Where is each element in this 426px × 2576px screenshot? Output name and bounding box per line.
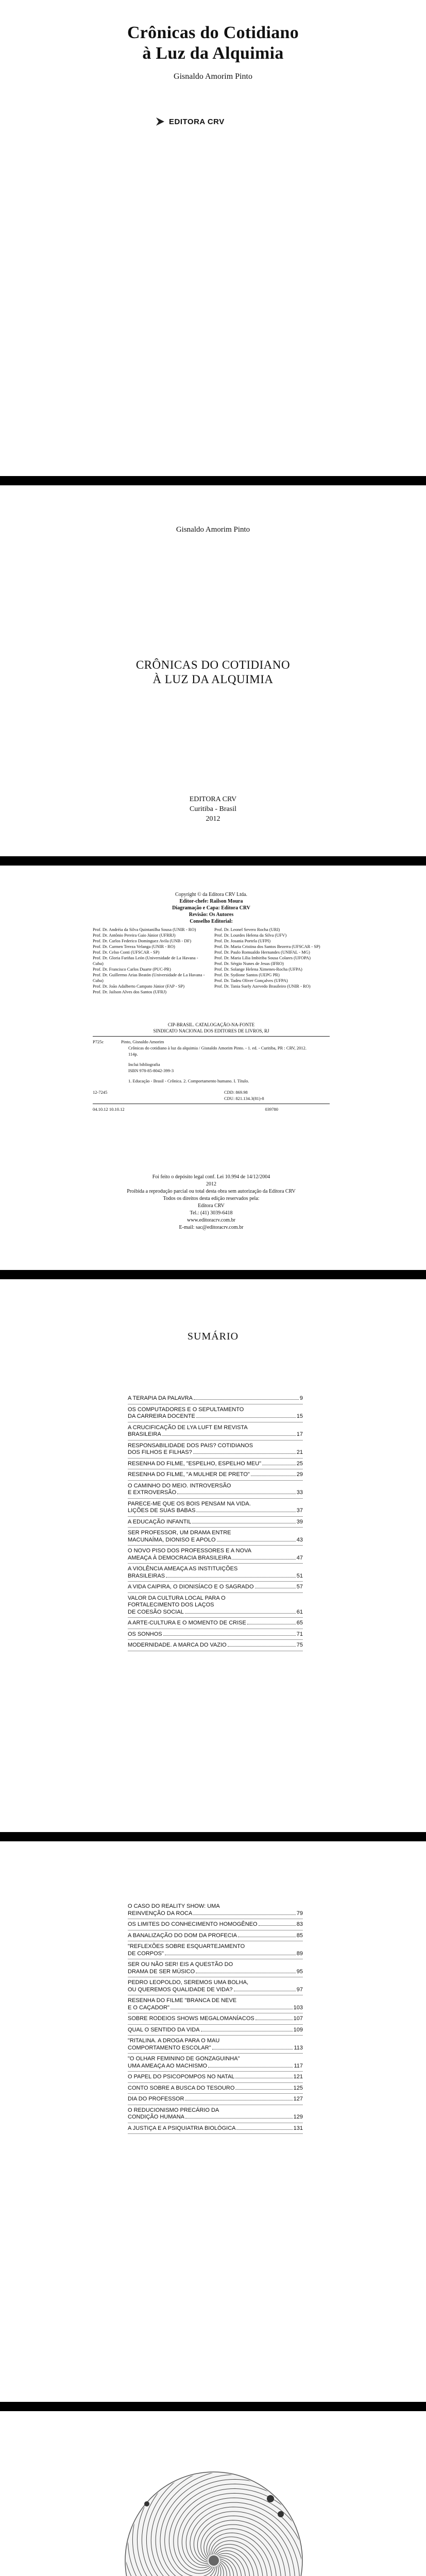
title-page-title-line2: À LUZ DA ALQUIMIA	[152, 673, 274, 686]
toc-entry[interactable]	[128, 1903, 303, 1919]
toc-entry[interactable]	[128, 1921, 303, 1930]
cip-author: Pinto, Gisnaldo Amorim	[121, 1039, 164, 1044]
cip-bibliography: Inclui bibliografia	[128, 1062, 160, 1067]
toc-page-number: 121	[293, 2074, 303, 2080]
toc-entry-line	[128, 1537, 303, 1544]
legal-notice	[93, 1174, 330, 1231]
toc-entry-title-line: OU QUEREMOS QUALIDADE DE VIDA?	[128, 1986, 233, 1993]
toc-entry-title-line: DOS FILHOS E FILHAS?	[128, 1449, 192, 1455]
toc-entry[interactable]	[128, 1548, 303, 1564]
cover-publisher	[155, 116, 225, 127]
toc-leader-dots	[193, 1914, 295, 1915]
toc-page-2	[0, 1841, 426, 2402]
toc-entry-title-line: A JUSTIÇA E A PSIQUIATRIA BIOLÓGICA	[128, 2125, 236, 2131]
toc-page-number: 95	[296, 1968, 303, 1975]
toc-page-number: 29	[296, 1471, 303, 1478]
toc-leader-dots	[193, 1453, 296, 1454]
page-separator	[0, 2402, 426, 2411]
cip-code: P725c	[93, 1039, 104, 1044]
toc-divider	[128, 1458, 303, 1459]
editor-line: Editor-chefe: Railson Moura	[179, 899, 243, 904]
toc-entry-title-line: DE COESÃO SOCIAL	[128, 1608, 184, 1615]
toc-list	[128, 1903, 303, 2136]
board-member: Prof. Dr. Francisco Carlos Duarte (PUC-PR)	[93, 967, 171, 972]
toc-entry-title-line: OS LIMITES DO CONHECIMENTO HOMOGÊNEO	[128, 1921, 258, 1927]
toc-entry-title-line: OS SONHOS	[128, 1631, 162, 1637]
toc-entry[interactable]	[128, 1406, 303, 1422]
toc-entry[interactable]	[128, 1501, 303, 1517]
toc-page-number: 71	[296, 1631, 303, 1637]
toc-entry-line	[128, 1471, 303, 1479]
toc-divider	[128, 1516, 303, 1517]
toc-page-number: 97	[296, 1986, 303, 1993]
toc-entry-title-line: CONDIÇÃO HUMANA	[128, 2114, 185, 2120]
toc-divider	[128, 1563, 303, 1564]
cip-header-line1: CIP-BRASIL. CATALOGAÇÃO-NA-FONTE	[167, 1022, 255, 1027]
toc-entry-line	[128, 1555, 303, 1562]
toc-entry-title-line: RESPONSABILIDADE DOS PAIS? COTIDIANOS	[128, 1442, 253, 1449]
toc-entry[interactable]	[128, 1943, 303, 1959]
toc-entry-line	[128, 1413, 303, 1420]
toc-entry-title-line: "REFLEXÕES SOBRE ESQUARTEJAMENTO	[128, 1943, 245, 1950]
board-title: Conselho Editorial:	[190, 919, 233, 924]
toc-leader-dots	[194, 1399, 299, 1400]
board-member: Prof. Dr. Maria Cristina dos Santos Bezerra (UFSCAR - SP)	[214, 944, 320, 949]
toc-page-number: 89	[296, 1950, 303, 1957]
page-separator	[0, 476, 426, 485]
toc-page-number: 117	[294, 2062, 303, 2069]
toc-entry[interactable]	[128, 1620, 303, 1629]
toc-entry-line	[128, 1461, 303, 1468]
toc-entry-line	[128, 1969, 303, 1976]
toc-entry-title-line: FORTALECIMENTO DOS LAÇOS	[128, 1602, 214, 1608]
toc-page-number: 47	[296, 1554, 303, 1561]
toc-page-number: 61	[296, 1608, 303, 1615]
board-member: Prof. Dr. Gloria Fariñas León (Universidade de La Havana - Cuba)	[93, 955, 198, 966]
publisher-name: EDITORA CRV	[169, 117, 225, 126]
toc-entry-title-line: OS COMPUTADORES E O SEPULTAMENTO	[128, 1406, 244, 1413]
board-member: Prof. Dr. Tania Suely Azevedo Brasileiro (UNIR - RO)	[214, 984, 311, 989]
cover-page	[0, 0, 426, 476]
toc-entry[interactable]	[128, 1997, 303, 2013]
board-member: Prof. Dr. João Adalberto Campato Júnior (FAP - SP)	[93, 984, 185, 989]
toc-entry-title-line: BRASILEIRA	[128, 1431, 161, 1437]
toc-entry[interactable]	[128, 2107, 303, 2123]
cip-classification	[93, 1089, 330, 1101]
toc-entry[interactable]	[128, 2085, 303, 2094]
toc-divider	[128, 2053, 303, 2054]
imprint-year: 2012	[206, 815, 220, 823]
board-member: Prof. Dr. Lourdes Helena da Silva (UFV)	[214, 933, 287, 938]
toc-entry-title-line: O NOVO PISO DOS PROFESSORES E A NOVA	[128, 1548, 252, 1554]
toc-entry[interactable]	[128, 1519, 303, 1528]
toc-entry-title-line: COMPORTAMENTO ESCOLAR"	[128, 2044, 211, 2051]
toc-entry-line	[128, 2114, 303, 2121]
toc-entry-line	[128, 1489, 303, 1497]
toc-entry[interactable]	[128, 1979, 303, 1995]
board-column-left	[93, 927, 208, 995]
toc-entry-line	[128, 2085, 303, 2092]
copyright-credits	[93, 891, 330, 995]
toc-entry-title-line: A ARTE-CULTURA E O MOMENTO DE CRISE	[128, 1620, 246, 1626]
toc-page-number: 127	[293, 2096, 303, 2102]
toc-entry-title-line: "O OLHAR FEMININO DE GONZAGUINHA"	[128, 2056, 240, 2062]
toc-entry-title-line: DA CARREIRA DOCENTE	[128, 1413, 195, 1419]
board-member: Prof. Dr. Leonel Severo Rocha (URI)	[214, 927, 280, 932]
legal-rights: Todos os direitos desta edição reservados pela:	[163, 1196, 260, 1201]
toc-entry-title-line: AMEAÇA À DEMOCRACIA BRASILEIRA	[128, 1554, 232, 1561]
toc-entry-title-line: PEDRO LEOPOLDO, SEREMOS UMA BOLHA,	[128, 1979, 249, 1986]
title-page	[0, 485, 426, 856]
editorial-board	[93, 927, 330, 995]
page-separator	[0, 1270, 426, 1279]
toc-page-number: 83	[296, 1921, 303, 1927]
toc-entry[interactable]	[128, 1961, 303, 1977]
title-page-title	[0, 658, 426, 687]
toc-entry-title-line: A CRUCIFICAÇÃO DE LYA LUFT EM REVISTA	[128, 1424, 248, 1431]
toc-entry-line	[128, 1584, 303, 1591]
toc-entry-line	[128, 2096, 303, 2103]
toc-page-number: 39	[296, 1518, 303, 1525]
toc-entry-line	[128, 1933, 303, 1940]
cover-title	[0, 23, 426, 64]
cip-body	[93, 1039, 330, 1084]
toc-leader-dots	[163, 1635, 296, 1636]
toc-entry[interactable]	[128, 2056, 303, 2072]
cip-cdu: CDU: 821.134.3(81)-8	[224, 1096, 264, 1101]
toc-page-number: 57	[296, 1584, 303, 1590]
legal-website: www.editoracrv.com.br	[187, 1217, 235, 1223]
cover-author: Gisnaldo Amorim Pinto	[174, 72, 252, 81]
toc-entry-title-line: SOBRE RODEIOS SHOWS MEGALOMANÍACOS	[128, 2015, 254, 2022]
toc-entry-line	[128, 1951, 303, 1958]
toc-entry[interactable]	[128, 1642, 303, 1651]
toc-page-number: 21	[296, 1449, 303, 1455]
toc-entry[interactable]	[128, 1471, 303, 1481]
toc-entry-title-line: BRASILEIRAS	[128, 1572, 165, 1579]
imprint-city: Curitiba - Brasil	[190, 805, 236, 813]
toc-entry-line	[128, 1921, 303, 1928]
toc-heading: SUMÁRIO	[187, 1331, 239, 1342]
toc-entry[interactable]	[128, 1483, 303, 1499]
toc-leader-dots	[259, 1925, 296, 1926]
toc-entry-line	[128, 1609, 303, 1616]
toc-page-number: 125	[293, 2084, 303, 2091]
toc-entry-line	[128, 1631, 303, 1638]
toc-entry-title-line: DE CORPOS"	[128, 1950, 164, 1957]
cip-codes	[93, 1039, 121, 1084]
toc-list	[128, 1395, 303, 1653]
board-member: Prof. Dr. Antônio Pereira Gaio Júnior (UFRRJ)	[93, 933, 176, 938]
toc-entry-line	[128, 1620, 303, 1627]
toc-divider	[128, 2082, 303, 2083]
toc-entry[interactable]	[128, 2096, 303, 2105]
board-member: Prof. Dr. Maria Lília Imbiriba Sousa Colares (UFOPA)	[214, 955, 311, 960]
toc-entry-line	[128, 1507, 303, 1515]
toc-entry-title-line: RESENHA DO FILME "BRANCA DE NEVE	[128, 1997, 237, 2004]
text-page	[0, 2411, 426, 2576]
toc-entry-line	[128, 1642, 303, 1649]
toc-entry-title-line: DRAMA DE SER MÚSICO	[128, 1968, 195, 1975]
toc-entry-title-line: LIÇÕES DE SUAS BABAS	[128, 1507, 196, 1514]
cip-catalog-block	[93, 1022, 330, 1112]
toc-entry[interactable]	[128, 1631, 303, 1640]
toc-page-number: 17	[296, 1431, 303, 1437]
cover-title-line1: Crônicas do Cotidiano	[127, 23, 299, 42]
toc-page-number: 79	[296, 1910, 303, 1917]
cip-header-line2: SINDICATO NACIONAL DOS EDITORES DE LIVROS, RJ	[153, 1028, 269, 1033]
toc-leader-dots	[166, 1577, 296, 1578]
toc-entry-line	[128, 1519, 303, 1526]
toc-entry[interactable]	[128, 2027, 303, 2036]
toc-entry-title-line: REINVENÇÃO DA ROCA	[128, 1910, 193, 1917]
toc-page-number: 9	[299, 1395, 303, 1401]
toc-page-number: 43	[296, 1536, 303, 1543]
legal-phone: Tel.: (41) 3039-6418	[190, 1210, 233, 1216]
toc-entry-title-line: A TERAPIA DA PALAVRA	[128, 1395, 193, 1401]
toc-entry-title-line: O CAMINHO DO MEIO. INTROVERSÃO	[128, 1482, 231, 1489]
toc-page-number: 107	[293, 2015, 303, 2022]
toc-divider	[128, 2035, 303, 2036]
cip-header	[93, 1022, 330, 1034]
cip-isbn: ISBN 978-85-8042-399-3	[128, 1068, 174, 1073]
toc-leader-dots	[185, 2118, 293, 2119]
copyright-line: Copyright © da Editora CRV Ltda.	[175, 892, 247, 897]
toc-entry-line	[128, 2063, 303, 2070]
cip-subjects: 1. Educação - Brasil - Crônica. 2. Comportamento humano. I. Título.	[128, 1078, 249, 1083]
toc-leader-dots	[162, 1435, 296, 1436]
toc-entry-title-line: E EXTROVERSÃO	[128, 1489, 177, 1496]
toc-entry-title-line: PARECE-ME QUE OS BOIS PENSAM NA VIDA.	[128, 1500, 251, 1507]
toc-leader-dots	[232, 1559, 296, 1560]
toc-entry-title-line: RESENHA DO FILME, "A MULHER DE PRETO"	[128, 1471, 250, 1478]
toc-entry[interactable]	[128, 1461, 303, 1470]
toc-divider	[128, 2071, 303, 2072]
toc-page-number: 65	[296, 1620, 303, 1626]
cip-footer	[93, 1106, 330, 1112]
page-separator	[0, 856, 426, 866]
toc-entry-title-line: DIA DO PROFESSOR	[128, 2096, 184, 2102]
cip-description: Crônicas do cotidiano à luz da alquimia / Gisnaldo Amorim Pinto. - 1. ed. - Curitiba, PR : CRV, 2012.	[128, 1045, 306, 1050]
cip-cdd: CDD: 869.98	[224, 1090, 248, 1095]
toc-entry[interactable]	[128, 1443, 303, 1459]
board-member: Prof. Dr. Tadeu Oliver Gonçalves (UFPA)	[214, 978, 288, 983]
toc-entry[interactable]	[128, 1395, 303, 1404]
toc-entry-line	[128, 2125, 303, 2132]
board-member: Prof. Dr. Solange Helena Ximenes-Rocha (UFPA)	[214, 967, 302, 972]
toc-divider	[128, 1545, 303, 1546]
toc-leader-dots	[228, 1646, 296, 1647]
toc-entry-title-line: "RITALINA. A DROGA PARA O MAU	[128, 2038, 220, 2044]
toc-entry-title-line: RESENHA DO FILME, "ESPELHO, ESPELHO MEU"	[128, 1460, 262, 1467]
toc-entry-title-line: O CASO DO REALITY SHOW: UMA	[128, 1903, 220, 1909]
toc-page-number: 109	[293, 2026, 303, 2033]
toc-page-number: 85	[296, 1932, 303, 1939]
toc-divider	[128, 2133, 303, 2134]
toc-entry-title-line: MACUNAÍMA, DIONISO E APOLO	[128, 1536, 216, 1543]
board-member: Prof. Dr. Andréia da Silva Quintanilha Sousa (UNIR - RO)	[93, 927, 196, 932]
toc-leader-dots	[236, 2129, 292, 2130]
toc-entry[interactable]	[128, 1566, 303, 1582]
toc-divider	[128, 1592, 303, 1593]
toc-entry-title-line: O REDUCIONISMO PRECÁRIO DA	[128, 2107, 219, 2113]
cip-id: 039780	[265, 1107, 278, 1112]
toc-entry-line	[128, 2015, 303, 2023]
legal-year: 2012	[206, 1181, 216, 1187]
toc-entry-title-line: A EDUCAÇÃO INFANTIL	[128, 1518, 192, 1525]
toc-entry[interactable]	[128, 1530, 303, 1546]
toc-entry-title-line: A BANALIZAÇÃO DO DOM DA PROFECIA	[128, 1932, 237, 1939]
title-page-title-line1: CRÔNICAS DO COTIDIANO	[135, 658, 291, 671]
toc-entry-title-line: O PAPEL DO PSICOPOMPOS NO NATAL	[128, 2074, 235, 2080]
toc-divider	[128, 1617, 303, 1618]
legal-email: E-mail: sac@editoracrv.com.br	[179, 1225, 244, 1230]
toc-entry[interactable]	[128, 1933, 303, 1942]
toc-entry-title-line: SER PROFESSOR, UM DRAMA ENTRE	[128, 1530, 231, 1536]
copyright-page	[0, 866, 426, 1270]
toc-divider	[128, 2024, 303, 2025]
toc-entry-line	[128, 1573, 303, 1580]
cip-dates: 04.10.12 10.10.12	[93, 1107, 125, 1112]
toc-page-number: 25	[296, 1460, 303, 1467]
toc-entry[interactable]	[128, 2015, 303, 2025]
toc-divider	[128, 1480, 303, 1481]
toc-entry-title-line: SER OU NÃO SER! EIS A QUESTÃO DO	[128, 1961, 233, 1968]
toc-entry[interactable]	[128, 1595, 303, 1618]
toc-entry-title-line: QUAL O SENTIDO DA VIDA	[128, 2026, 200, 2033]
toc-page-number: 33	[296, 1489, 303, 1496]
spiral-mandala-illustration-icon	[116, 2458, 312, 2576]
toc-entry-line	[128, 1449, 303, 1456]
toc-divider	[128, 1639, 303, 1640]
toc-page-number: 129	[293, 2114, 303, 2120]
toc-divider	[128, 1527, 303, 1528]
toc-divider	[128, 1498, 303, 1499]
toc-entry[interactable]	[128, 1425, 303, 1440]
toc-page-number: 75	[296, 1642, 303, 1648]
legal-prohibition: Proibida a reprodução parcial ou total desta obra sem autorização da Editora CRV	[127, 1189, 296, 1194]
revision-line: Revisão: Os Autores	[189, 912, 234, 918]
toc-leader-dots	[235, 2089, 292, 2090]
toc-entry-title-line: A VIDA CAIPIRA, O DIONISÍACO E O SAGRADO	[128, 1584, 254, 1590]
cip-rule	[93, 1036, 330, 1037]
page-separator	[0, 1832, 426, 1841]
cip-class-values	[121, 1089, 330, 1101]
toc-entry-line	[128, 2045, 303, 2052]
toc-page-number: 103	[293, 2004, 303, 2011]
toc-entry-line	[128, 2005, 303, 2012]
legal-deposit: Foi feito o depósito legal conf. Lei 10.994 de 14/12/2004	[152, 1174, 270, 1180]
toc-entry-line	[128, 2074, 303, 2081]
design-line: Diagramação e Capa: Editora CRV	[172, 905, 250, 911]
board-column-right	[214, 927, 330, 995]
board-member: Prof. Dr. Carmen Tereza Velanga (UNIR - RO)	[93, 944, 175, 949]
toc-entry[interactable]	[128, 2038, 303, 2054]
title-page-author: Gisnaldo Amorim Pinto	[176, 526, 250, 534]
toc-divider	[128, 1581, 303, 1582]
board-member: Prof. Dr. Sydione Santos (UEPG PR)	[214, 972, 280, 977]
board-member: Prof. Dr. Paulo Romualdo Hernandes (UNIFAL - MG)	[214, 950, 310, 955]
toc-entry-line	[128, 1431, 303, 1438]
toc-page-number: 113	[294, 2044, 303, 2051]
toc-entry[interactable]	[128, 2074, 303, 2083]
toc-entry-line	[128, 1395, 303, 1402]
board-member: Prof. Dr. Carlos Federico Dominguez Avila (UNB - DF)	[93, 938, 192, 943]
title-page-imprint	[0, 794, 426, 824]
board-member: Prof. Dr. Celso Conti (UFSCAR - SP)	[93, 950, 160, 955]
toc-page-number: 37	[296, 1507, 303, 1514]
toc-entry-title-line: CONTO SOBRE A BUSCA DO TESOURO	[128, 2084, 235, 2091]
toc-entry[interactable]	[128, 2125, 303, 2134]
cip-pages: 114p.	[128, 1052, 138, 1057]
imprint-publisher: EDITORA CRV	[189, 795, 237, 803]
toc-page-1	[0, 1279, 426, 1832]
publisher-logo-icon	[155, 116, 166, 127]
toc-leader-dots	[196, 1417, 296, 1418]
toc-divider	[128, 2093, 303, 2094]
toc-page-number: 51	[296, 1572, 303, 1579]
board-member: Prof. Dr. Josania Portela (UFPI)	[214, 938, 271, 943]
toc-entry-title-line: A VIOLÊNCIA AMEAÇA AS INSTITUIÇÕES	[128, 1566, 238, 1572]
toc-entry-line	[128, 1910, 303, 1918]
toc-entry-title-line: MODERNIDADE. A MARCA DO VAZIO	[128, 1642, 227, 1648]
cip-code: 12-7245	[93, 1090, 108, 1095]
legal-publisher: Editora CRV	[198, 1203, 225, 1209]
toc-leader-dots	[185, 1613, 296, 1614]
toc-entry-title-line: UMA AMEAÇA AO MACHISMO	[128, 2062, 208, 2069]
toc-page-number: 15	[296, 1413, 303, 1419]
board-member: Prof. Dr. Sérgio Nunes de Jesus (IFRO)	[214, 961, 284, 966]
toc-entry-line	[128, 2027, 303, 2034]
toc-entry-title-line: E O CAÇADOR"	[128, 2004, 169, 2011]
toc-entry-title-line: VALOR DA CULTURA LOCAL PARA O	[128, 1595, 226, 1601]
cip-text	[121, 1039, 330, 1084]
toc-entry-line	[128, 1987, 303, 1994]
toc-entry[interactable]	[128, 1584, 303, 1593]
board-member: Prof. Dr. Guillermo Arias Beatón (Universidade de La Havana - Cuba)	[93, 972, 205, 983]
board-member: Prof. Dr. Jailson Alves dos Santos (UFRJ)	[93, 989, 167, 994]
toc-page-number: 131	[293, 2125, 303, 2131]
cover-title-line2: à Luz da Alquimia	[142, 44, 284, 63]
